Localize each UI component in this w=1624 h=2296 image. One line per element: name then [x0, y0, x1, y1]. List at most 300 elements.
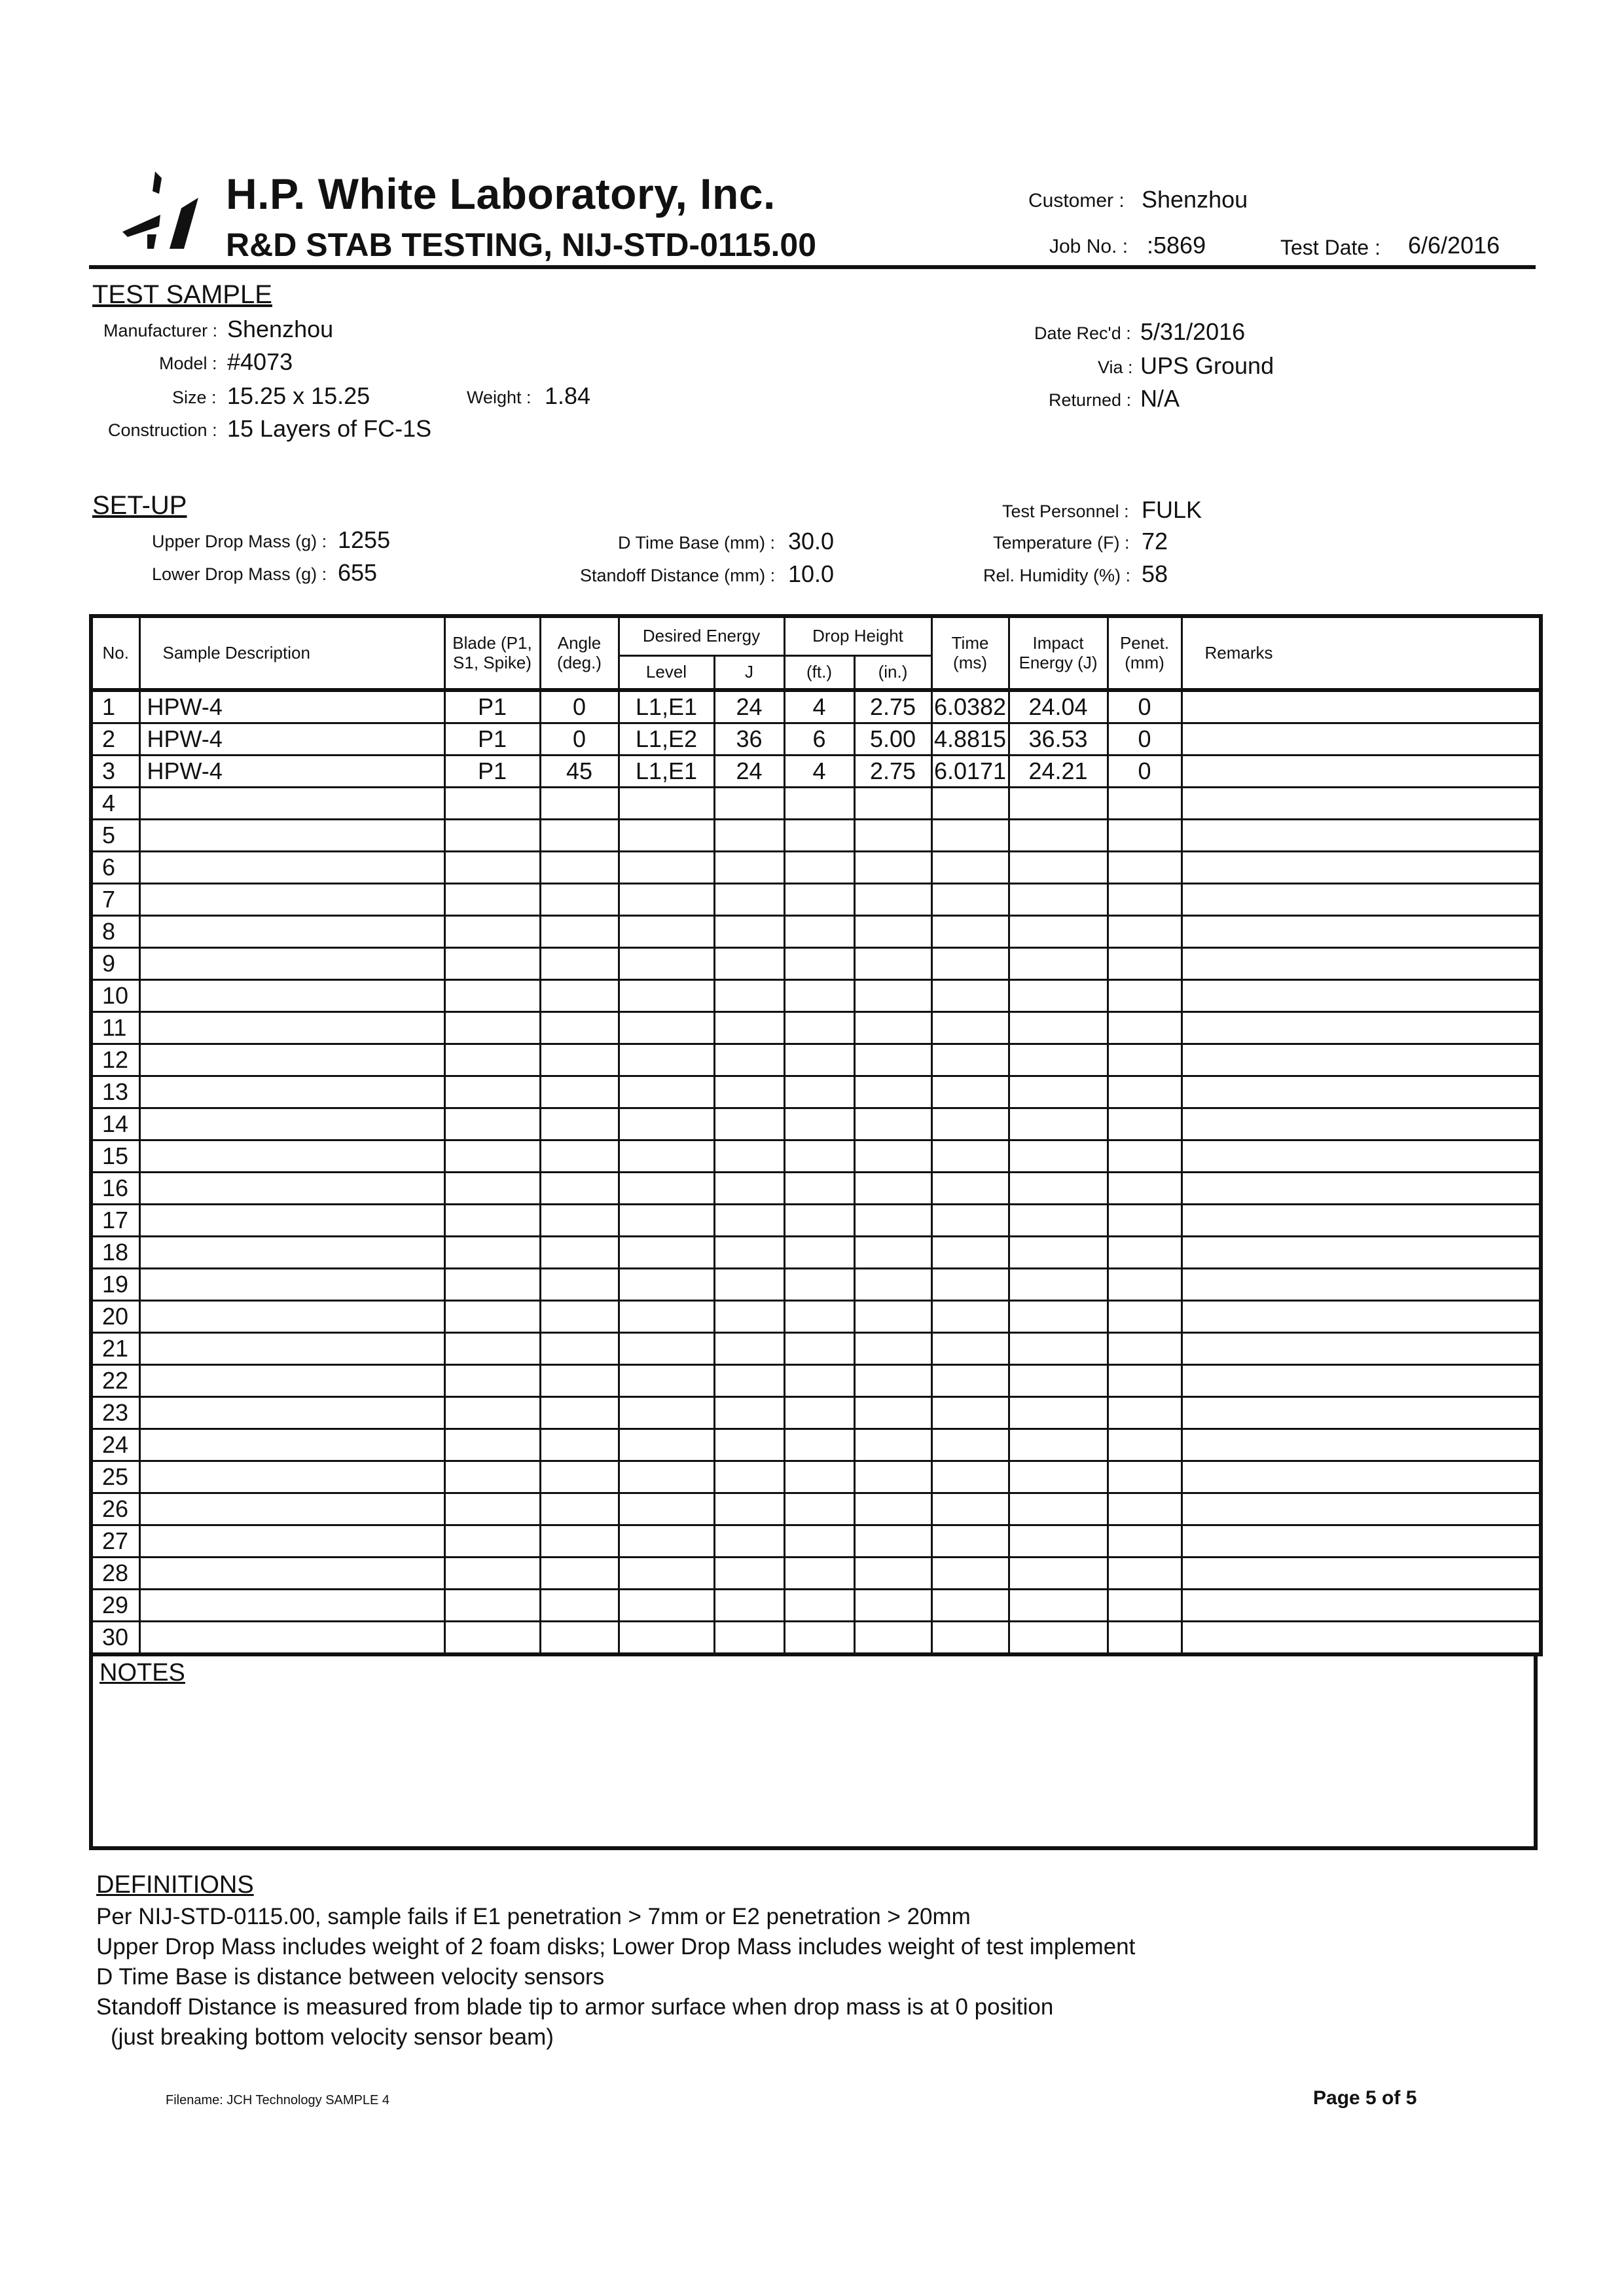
cell-desc: HPW-4 [139, 723, 444, 756]
cell-j [714, 1622, 784, 1655]
cell-level [619, 948, 714, 980]
cell-impact: 36.53 [1009, 723, 1108, 756]
cell-desc [139, 1590, 444, 1622]
cell-angle [540, 1173, 619, 1205]
upper-drop-value: 1255 [338, 526, 391, 553]
cell-level [619, 1397, 714, 1429]
cell-angle [540, 1269, 619, 1301]
cell-remarks [1182, 1558, 1541, 1590]
cell-penet [1108, 788, 1182, 820]
cell-in [854, 1590, 931, 1622]
cell-j [714, 1365, 784, 1397]
cell-desc [139, 948, 444, 980]
manufacturer-value: Shenzhou [227, 316, 334, 342]
cell-remarks [1182, 1237, 1541, 1269]
cell-time [931, 980, 1009, 1012]
cell-in [854, 980, 931, 1012]
cell-blade [444, 1173, 540, 1205]
cell-time [931, 1333, 1009, 1365]
cell-no: 9 [91, 948, 139, 980]
cell-in [854, 1237, 931, 1269]
cell-desc [139, 1493, 444, 1525]
table-row [91, 1397, 1541, 1429]
cell-blade [444, 1397, 540, 1429]
cell-remarks [1182, 1269, 1541, 1301]
cell-no: 30 [91, 1622, 139, 1655]
cell-impact [1009, 1012, 1108, 1044]
cell-time: 4.8815 [931, 723, 1009, 756]
cell-in [854, 852, 931, 884]
cell-penet [1108, 980, 1182, 1012]
cell-level [619, 820, 714, 852]
standoff-label: Standoff Distance (mm) : [580, 566, 776, 585]
cell-blade [444, 1590, 540, 1622]
col-header-drop-height: Drop Height [784, 616, 931, 656]
cell-no: 20 [91, 1301, 139, 1333]
table-row [91, 1076, 1541, 1108]
cell-angle [540, 1108, 619, 1140]
cell-level [619, 1076, 714, 1108]
cell-ft [784, 1140, 854, 1173]
cell-j [714, 1205, 784, 1237]
cell-level [619, 1237, 714, 1269]
cell-desc [139, 1333, 444, 1365]
date-recd-label: Date Rec'd : [1034, 323, 1131, 343]
cell-no: 19 [91, 1269, 139, 1301]
cell-blade [444, 1301, 540, 1333]
size-value: 15.25 x 15.25 [227, 382, 370, 409]
cell-level [619, 1365, 714, 1397]
cell-ft [784, 852, 854, 884]
cell-ft [784, 1044, 854, 1076]
cell-impact [1009, 1558, 1108, 1590]
cell-level [619, 788, 714, 820]
cell-penet [1108, 1012, 1182, 1044]
cell-no: 16 [91, 1173, 139, 1205]
table-row [91, 690, 1541, 723]
cell-blade [444, 1044, 540, 1076]
cell-no: 27 [91, 1525, 139, 1558]
dtime-value: 30.0 [788, 528, 835, 555]
cell-j: 36 [714, 723, 784, 756]
dtime-label: D Time Base (mm) : [618, 533, 776, 553]
cell-angle [540, 1076, 619, 1108]
cell-desc [139, 1558, 444, 1590]
cell-no: 21 [91, 1333, 139, 1365]
cell-desc [139, 980, 444, 1012]
cell-penet [1108, 1173, 1182, 1205]
cell-level [619, 884, 714, 916]
cell-impact [1009, 1590, 1108, 1622]
cell-in [854, 1269, 931, 1301]
notes-box [89, 1656, 1538, 1850]
cell-ft [784, 1173, 854, 1205]
col-header-no: No. [91, 616, 139, 690]
col-header-description: Sample Description [139, 616, 444, 690]
cell-j [714, 1301, 784, 1333]
cell-blade [444, 980, 540, 1012]
cell-blade [444, 820, 540, 852]
cell-no: 15 [91, 1140, 139, 1173]
cell-ft [784, 1622, 854, 1655]
lab-name: H.P. White Laboratory, Inc. [226, 170, 776, 218]
cell-time [931, 1140, 1009, 1173]
cell-remarks [1182, 690, 1541, 723]
cell-time [931, 884, 1009, 916]
cell-in: 2.75 [854, 756, 931, 788]
col-header-remarks: Remarks [1182, 616, 1541, 690]
cell-remarks [1182, 1012, 1541, 1044]
cell-penet: 0 [1108, 723, 1182, 756]
cell-in [854, 1525, 931, 1558]
cell-level [619, 916, 714, 948]
cell-penet [1108, 1397, 1182, 1429]
cell-time [931, 1397, 1009, 1429]
size-label: Size : [172, 388, 217, 407]
manufacturer-label: Manufacturer : [103, 321, 218, 340]
cell-no: 5 [91, 820, 139, 852]
cell-impact [1009, 1493, 1108, 1525]
cell-angle [540, 1429, 619, 1461]
cell-remarks [1182, 1429, 1541, 1461]
cell-angle [540, 1558, 619, 1590]
cell-penet [1108, 820, 1182, 852]
cell-penet [1108, 916, 1182, 948]
date-recd-value: 5/31/2016 [1140, 318, 1246, 345]
cell-level [619, 1301, 714, 1333]
cell-blade [444, 852, 540, 884]
cell-ft [784, 1461, 854, 1493]
cell-level [619, 1012, 714, 1044]
cell-penet [1108, 1461, 1182, 1493]
cell-time [931, 852, 1009, 884]
cell-j [714, 1558, 784, 1590]
cell-remarks [1182, 1108, 1541, 1140]
cell-in [854, 1493, 931, 1525]
cell-desc [139, 1140, 444, 1173]
cell-remarks [1182, 1205, 1541, 1237]
cell-j: 24 [714, 756, 784, 788]
report-subtitle: R&D STAB TESTING, NIJ-STD-0115.00 [226, 227, 817, 263]
cell-remarks [1182, 1622, 1541, 1655]
cell-desc [139, 1012, 444, 1044]
cell-remarks [1182, 788, 1541, 820]
cell-level [619, 1590, 714, 1622]
table-row [91, 852, 1541, 884]
cell-j [714, 852, 784, 884]
cell-j [714, 820, 784, 852]
col-header-impact-energy: Impact Energy (J) [1009, 616, 1108, 690]
cell-blade [444, 1558, 540, 1590]
cell-blade [444, 884, 540, 916]
cell-impact: 24.21 [1009, 756, 1108, 788]
cell-desc [139, 1237, 444, 1269]
cell-ft [784, 1301, 854, 1333]
cell-remarks [1182, 948, 1541, 980]
cell-ft [784, 1397, 854, 1429]
footer-filename: Filename: JCH Technology SAMPLE 4 [166, 2093, 390, 2107]
cell-level [619, 1173, 714, 1205]
lower-drop-value: 655 [338, 559, 378, 586]
definition-line: Standoff Distance is measured from blade tip to armor surface when drop mass is at 0 position [96, 1994, 1054, 2020]
cell-j [714, 1397, 784, 1429]
cell-time [931, 1076, 1009, 1108]
cell-penet [1108, 884, 1182, 916]
cell-ft [784, 1333, 854, 1365]
cell-in: 2.75 [854, 690, 931, 723]
cell-time [931, 1429, 1009, 1461]
via-value: UPS Ground [1140, 352, 1274, 379]
cell-desc [139, 1301, 444, 1333]
cell-angle [540, 1333, 619, 1365]
job-value: :5869 [1147, 232, 1206, 259]
cell-blade [444, 788, 540, 820]
cell-angle [540, 1622, 619, 1655]
cell-time [931, 1044, 1009, 1076]
cell-time [931, 1108, 1009, 1140]
personnel-value: FULK [1142, 496, 1202, 523]
cell-j [714, 1269, 784, 1301]
cell-remarks [1182, 1076, 1541, 1108]
cell-penet [1108, 1301, 1182, 1333]
cell-level [619, 1429, 714, 1461]
cell-no: 1 [91, 690, 139, 723]
test-sample-title: TEST SAMPLE [92, 280, 272, 309]
table-row [91, 1461, 1541, 1493]
cell-j [714, 980, 784, 1012]
cell-penet [1108, 1429, 1182, 1461]
cell-level: L1,E1 [619, 756, 714, 788]
cell-ft: 6 [784, 723, 854, 756]
table-row [91, 1012, 1541, 1044]
cell-time [931, 948, 1009, 980]
cell-blade [444, 1012, 540, 1044]
cell-time [931, 1365, 1009, 1397]
cell-j [714, 1429, 784, 1461]
cell-in [854, 820, 931, 852]
cell-no: 26 [91, 1493, 139, 1525]
cell-impact [1009, 788, 1108, 820]
cell-blade [444, 1622, 540, 1655]
upper-drop-label: Upper Drop Mass (g) : [152, 532, 327, 551]
cell-level [619, 980, 714, 1012]
cell-no: 12 [91, 1044, 139, 1076]
cell-blade: P1 [444, 723, 540, 756]
cell-remarks [1182, 852, 1541, 884]
cell-desc [139, 1076, 444, 1108]
cell-blade [444, 1269, 540, 1301]
cell-in [854, 788, 931, 820]
cell-ft [784, 1076, 854, 1108]
cell-blade [444, 916, 540, 948]
cell-time [931, 916, 1009, 948]
cell-impact [1009, 1108, 1108, 1140]
cell-j [714, 1590, 784, 1622]
cell-ft [784, 1493, 854, 1525]
cell-remarks [1182, 1333, 1541, 1365]
cell-time [931, 820, 1009, 852]
cell-penet [1108, 1108, 1182, 1140]
cell-desc [139, 1461, 444, 1493]
cell-in [854, 1461, 931, 1493]
cell-no: 3 [91, 756, 139, 788]
cell-j [714, 1333, 784, 1365]
cell-in [854, 1205, 931, 1237]
table-row [91, 1429, 1541, 1461]
cell-desc [139, 884, 444, 916]
cell-angle [540, 948, 619, 980]
results-body [91, 690, 1541, 1654]
cell-penet: 0 [1108, 756, 1182, 788]
cell-angle [540, 1397, 619, 1429]
cell-remarks [1182, 1397, 1541, 1429]
table-row [91, 1140, 1541, 1173]
cell-blade [444, 1333, 540, 1365]
cell-angle [540, 1044, 619, 1076]
cell-impact [1009, 948, 1108, 980]
cell-angle [540, 980, 619, 1012]
cell-level [619, 1269, 714, 1301]
cell-penet [1108, 1365, 1182, 1397]
cell-ft [784, 1237, 854, 1269]
cell-desc [139, 1429, 444, 1461]
cell-level [619, 1493, 714, 1525]
cell-in [854, 1429, 931, 1461]
cell-blade [444, 1205, 540, 1237]
col-header-ft: (ft.) [784, 656, 854, 691]
cell-penet [1108, 1140, 1182, 1173]
cell-impact [1009, 1429, 1108, 1461]
cell-remarks [1182, 756, 1541, 788]
cell-angle [540, 1461, 619, 1493]
cell-level: L1,E2 [619, 723, 714, 756]
returned-value: N/A [1140, 385, 1180, 412]
cell-time [931, 1558, 1009, 1590]
table-row [91, 980, 1541, 1012]
cell-time: 6.0382 [931, 690, 1009, 723]
cell-desc [139, 1173, 444, 1205]
cell-no: 18 [91, 1237, 139, 1269]
cell-no: 4 [91, 788, 139, 820]
col-header-penetration: Penet. (mm) [1108, 616, 1182, 690]
table-row [91, 1205, 1541, 1237]
cell-level [619, 1140, 714, 1173]
cell-j [714, 1076, 784, 1108]
cell-level [619, 1044, 714, 1076]
cell-desc [139, 1205, 444, 1237]
cell-penet [1108, 1205, 1182, 1237]
model-label: Model : [159, 354, 217, 373]
cell-penet [1108, 1044, 1182, 1076]
cell-no: 28 [91, 1558, 139, 1590]
cell-ft [784, 948, 854, 980]
cell-in [854, 1076, 931, 1108]
cell-time [931, 1012, 1009, 1044]
definitions-list [96, 1902, 1135, 2052]
cell-desc [139, 820, 444, 852]
cell-no: 23 [91, 1397, 139, 1429]
cell-ft: 4 [784, 690, 854, 723]
cell-penet [1108, 1333, 1182, 1365]
test-date-label: Test Date : [1280, 236, 1380, 259]
cell-no: 11 [91, 1012, 139, 1044]
cell-in: 5.00 [854, 723, 931, 756]
table-row [91, 1558, 1541, 1590]
cell-blade: P1 [444, 690, 540, 723]
customer-value: Shenzhou [1142, 186, 1248, 213]
construction-value: 15 Layers of FC-1S [227, 415, 432, 442]
cell-level: L1,E1 [619, 690, 714, 723]
cell-penet: 0 [1108, 690, 1182, 723]
cell-angle [540, 852, 619, 884]
lab-logo-icon [121, 172, 200, 250]
cell-no: 14 [91, 1108, 139, 1140]
table-row [91, 884, 1541, 916]
cell-angle: 0 [540, 723, 619, 756]
definitions-title: DEFINITIONS [96, 1871, 254, 1899]
cell-remarks [1182, 1301, 1541, 1333]
cell-remarks [1182, 1044, 1541, 1076]
definition-line: Per NIJ-STD-0115.00, sample fails if E1 penetration > 7mm or E2 penetration > 20mm [96, 1904, 971, 1929]
cell-no: 6 [91, 852, 139, 884]
cell-penet [1108, 1558, 1182, 1590]
weight-label: Weight : [467, 388, 532, 407]
cell-level [619, 1205, 714, 1237]
col-header-level: Level [619, 656, 714, 691]
cell-ft [784, 1525, 854, 1558]
cell-time [931, 1173, 1009, 1205]
table-row [91, 788, 1541, 820]
cell-ft [784, 1429, 854, 1461]
cell-j [714, 1173, 784, 1205]
cell-remarks [1182, 884, 1541, 916]
cell-time [931, 788, 1009, 820]
cell-desc [139, 1525, 444, 1558]
cell-impact [1009, 1622, 1108, 1655]
cell-angle [540, 1140, 619, 1173]
cell-time [931, 1622, 1009, 1655]
cell-no: 24 [91, 1429, 139, 1461]
cell-blade [444, 948, 540, 980]
header-rule [89, 265, 1536, 269]
cell-penet [1108, 1076, 1182, 1108]
table-row [91, 1173, 1541, 1205]
cell-level [619, 1108, 714, 1140]
table-row [91, 756, 1541, 788]
customer-label: Customer : [1028, 190, 1125, 211]
cell-desc [139, 1108, 444, 1140]
temperature-value: 72 [1142, 528, 1168, 555]
cell-no: 7 [91, 884, 139, 916]
cell-j [714, 1493, 784, 1525]
cell-desc [139, 1269, 444, 1301]
col-header-desired-energy: Desired Energy [619, 616, 784, 656]
table-row [91, 1493, 1541, 1525]
table-row [91, 1622, 1541, 1655]
cell-penet [1108, 948, 1182, 980]
cell-impact [1009, 1076, 1108, 1108]
humidity-label: Rel. Humidity (%) : [983, 566, 1131, 585]
table-row [91, 1044, 1541, 1076]
cell-j [714, 916, 784, 948]
cell-impact [1009, 1461, 1108, 1493]
cell-j [714, 1237, 784, 1269]
col-header-j: J [714, 656, 784, 691]
cell-ft [784, 1012, 854, 1044]
cell-impact [1009, 1269, 1108, 1301]
humidity-value: 58 [1142, 560, 1168, 587]
cell-angle [540, 1590, 619, 1622]
